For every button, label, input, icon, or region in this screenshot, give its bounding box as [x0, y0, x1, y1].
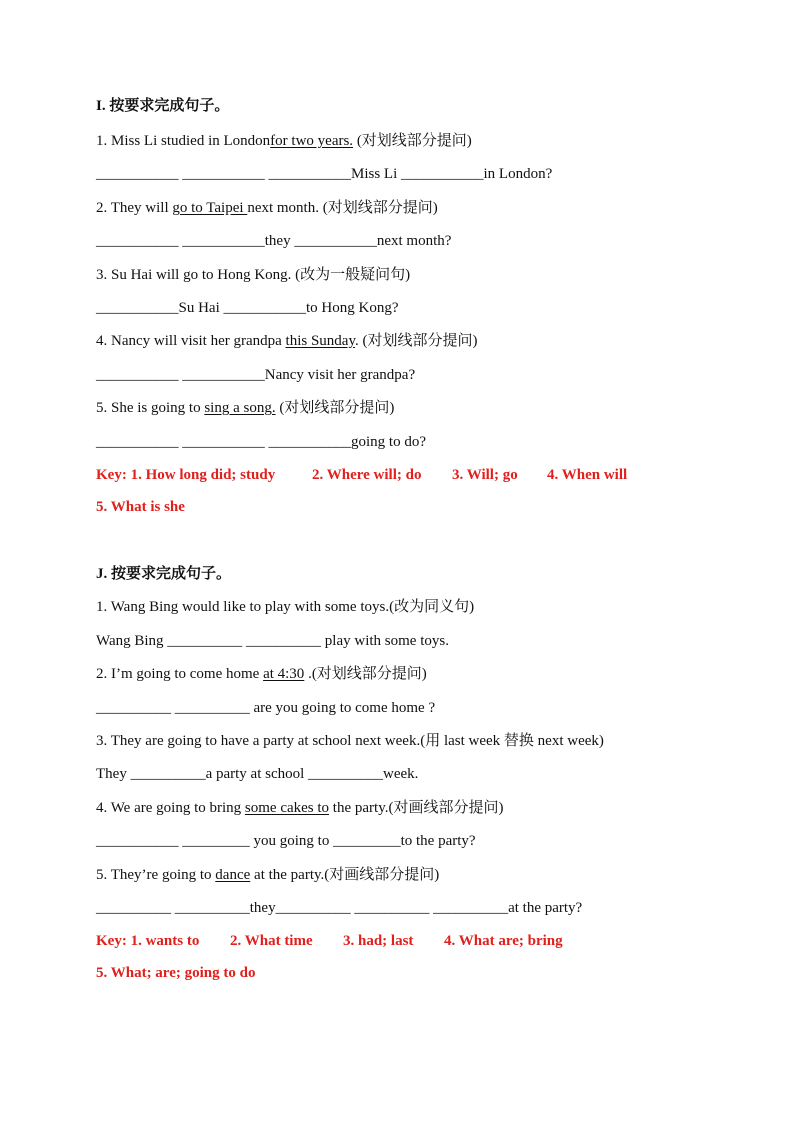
- section-i-answer-line-1: ___________ ___________ ___________Miss Li ___________in London?: [96, 166, 553, 182]
- section-j-question-4: 4. We are going to bring some cakes to the party.(对画线部分提问): [96, 800, 504, 816]
- section-j-question-1: 1. Wang Bing would like to play with some toys.(改为同义句): [96, 599, 475, 615]
- section-j-answer-key-cont: 5. What; are; going to do: [96, 965, 256, 981]
- section-j-question-5: 5. They’re going to dance at the party.(对画线部分提问): [96, 867, 440, 883]
- key-item: 3. Will; go: [452, 467, 518, 483]
- section-i-question-4: 4. Nancy will visit her grandpa this Sunday. (对划线部分提问): [96, 333, 478, 349]
- section-j-question-3: 3. They are going to have a party at school next week.(用 last week 替换 next week): [96, 733, 604, 749]
- section-j-answer-line-1: Wang Bing __________ __________ play with some toys.: [96, 633, 449, 649]
- underlined-phrase: dance: [215, 867, 251, 883]
- section-i-question-5: 5. She is going to sing a song. (对划线部分提问): [96, 400, 395, 416]
- section-i-answer-line-5: ___________ ___________ ___________going to do?: [96, 434, 426, 450]
- section-j-answer-line-5: __________ __________they__________ __________ __________at the party?: [96, 900, 583, 916]
- underlined-phrase: this Sunday: [285, 333, 355, 349]
- key-item: 2. What time: [230, 933, 313, 949]
- underlined-phrase: sing a song.: [204, 400, 276, 416]
- section-i-answer-line-4: ___________ ___________Nancy visit her grandpa?: [96, 367, 416, 383]
- section-j-answer-key: [96, 931, 563, 951]
- section-j-answer-line-4: ___________ _________ you going to _________to the party?: [96, 833, 476, 849]
- key-item: 4. When will: [547, 467, 628, 483]
- key-item: Key: 1. How long did; study: [96, 467, 276, 483]
- underlined-phrase: for two years.: [270, 133, 354, 149]
- key-item: 4. What are; bring: [444, 933, 563, 949]
- section-i-answer-line-3: ___________Su Hai ___________to Hong Kong?: [96, 300, 399, 316]
- section-i-answer-key-cont: 5. What is she: [96, 499, 185, 515]
- section-j-answer-line-3: They __________a party at school __________week.: [96, 766, 419, 782]
- section-i-answer-line-2: ___________ ___________they ___________next month?: [96, 233, 452, 249]
- key-item: Key: 1. wants to: [96, 933, 200, 949]
- section-i-question-1: 1. Miss Li studied in Londonfor two years. (对划线部分提问): [96, 133, 472, 149]
- section-i-question-2: 2. They will go to Taipei next month. (对划线部分提问): [96, 200, 438, 216]
- section-j-answer-line-2: __________ __________ are you going to come home ?: [96, 700, 436, 716]
- section-i-heading: I. 按要求完成句子。: [96, 98, 230, 114]
- underlined-phrase: at 4:30: [263, 666, 305, 682]
- key-item: 3. had; last: [343, 933, 414, 949]
- key-item: 2. Where will; do: [312, 467, 422, 483]
- section-i-answer-key: [96, 465, 627, 485]
- section-i-question-3: 3. Su Hai will go to Hong Kong. (改为一般疑问句): [96, 267, 411, 283]
- section-j-question-2: 2. I’m going to come home at 4:30 .(对划线部分提问): [96, 666, 427, 682]
- section-j-heading: J. 按要求完成句子。: [96, 566, 232, 582]
- underlined-phrase: some cakes to: [244, 800, 330, 816]
- underlined-phrase: go to Taipei: [172, 200, 248, 216]
